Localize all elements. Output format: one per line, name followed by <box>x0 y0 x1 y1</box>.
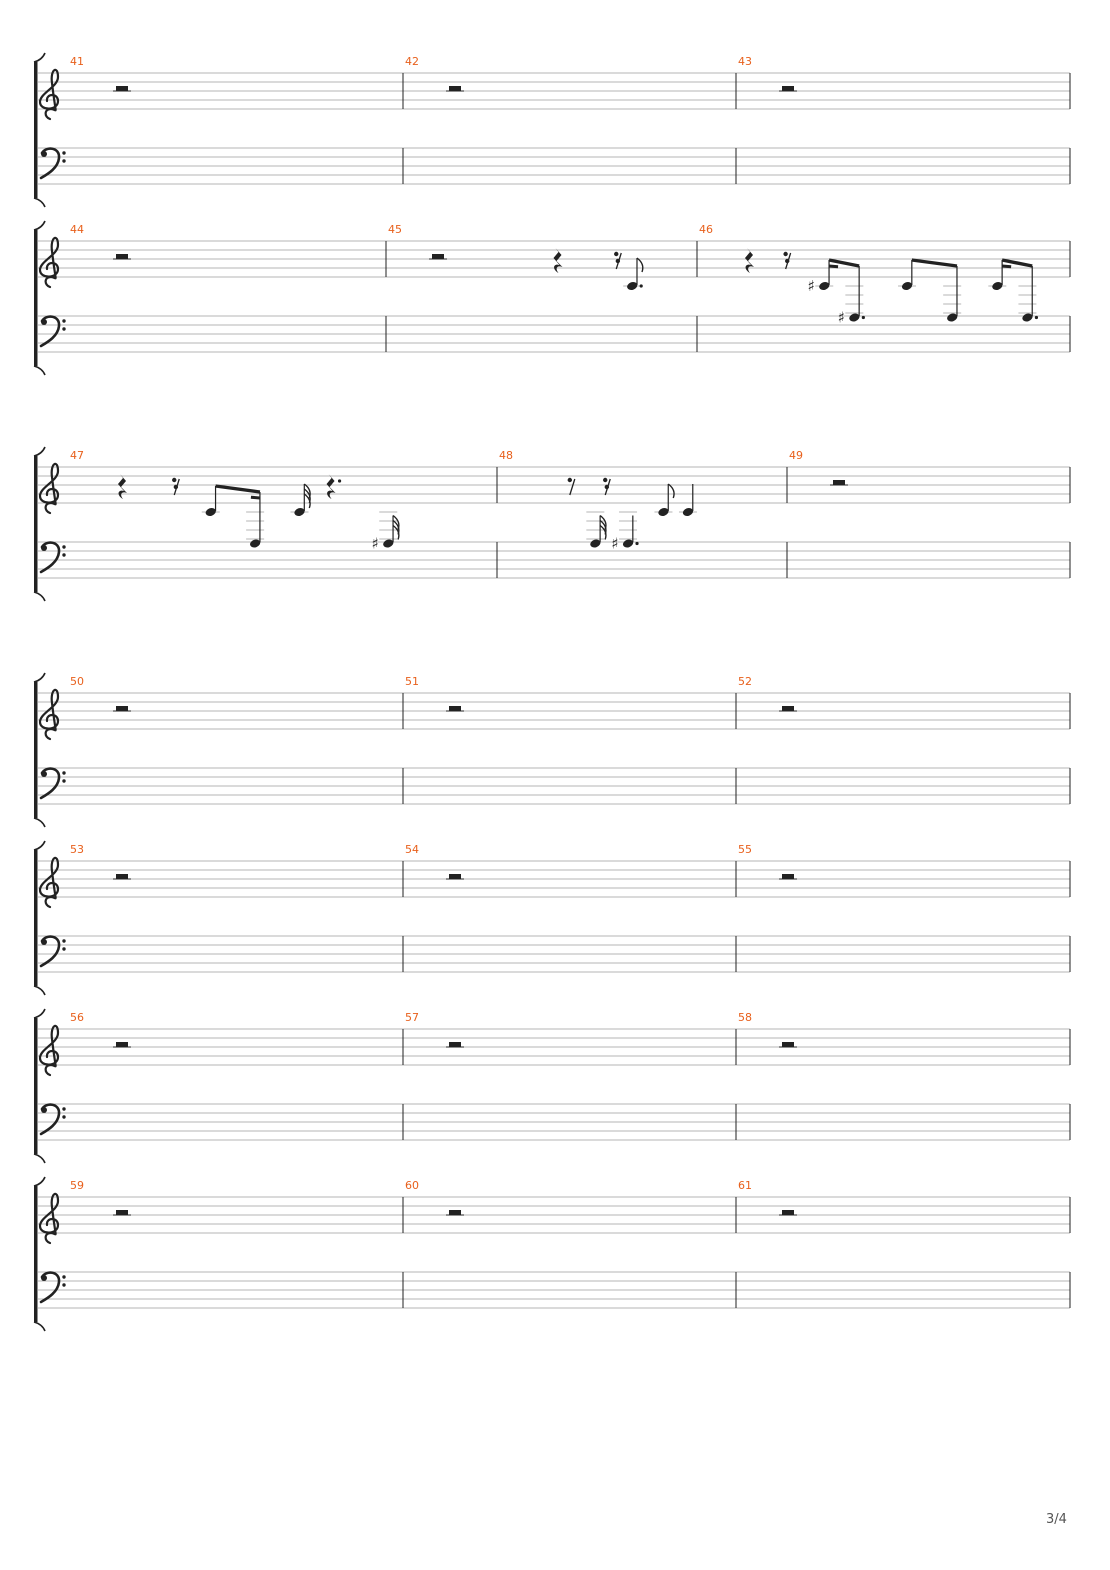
treble-clef-icon <box>40 1026 58 1075</box>
quarter-rest <box>327 474 342 499</box>
half-rest <box>779 706 797 711</box>
measure-number: 49 <box>789 449 803 462</box>
measure-number: 51 <box>405 675 419 688</box>
treble-clef-icon <box>40 70 58 119</box>
bass-staff <box>38 1104 1070 1140</box>
measure-number: 57 <box>405 1011 419 1024</box>
note-C4 <box>898 260 916 291</box>
bass-clef-icon <box>41 937 66 966</box>
half-rest <box>429 254 447 259</box>
measure-number: 42 <box>405 55 419 68</box>
bass-clef-icon <box>41 543 66 572</box>
measure-number: 59 <box>70 1179 84 1192</box>
system <box>34 673 1070 827</box>
svg-text:♯: ♯ <box>807 277 815 295</box>
half-rest <box>113 254 131 259</box>
measure-number: 47 <box>70 449 84 462</box>
16th-rest <box>172 478 179 495</box>
measure-number: 48 <box>499 449 513 462</box>
svg-text:♯: ♯ <box>611 534 619 553</box>
half-rest <box>113 1042 131 1047</box>
measure-number: 61 <box>738 1179 752 1192</box>
treble-clef-icon <box>40 1194 58 1243</box>
measure-number: 54 <box>405 843 419 856</box>
note-C4 <box>654 484 674 517</box>
note-C#3 <box>372 512 399 553</box>
measure-number: 46 <box>699 223 713 236</box>
bass-clef-icon <box>41 149 66 178</box>
quarter-rest <box>554 248 563 273</box>
16th-rest <box>603 478 610 495</box>
measure <box>499 449 697 553</box>
8th-rest <box>568 478 575 495</box>
half-rest <box>779 1210 797 1215</box>
note-C4 <box>202 486 220 517</box>
16th-rest <box>614 252 621 269</box>
half-rest <box>446 1042 464 1047</box>
half-rest <box>446 1210 464 1215</box>
half-rest <box>446 706 464 711</box>
measure-number: 56 <box>70 1011 84 1024</box>
half-rest <box>446 874 464 879</box>
half-rest <box>830 480 848 485</box>
half-rest <box>446 86 464 91</box>
bass-staff <box>38 148 1070 184</box>
bass-staff <box>38 542 1070 578</box>
svg-text:♯: ♯ <box>837 308 845 327</box>
beam-secondary <box>1002 266 1011 267</box>
note-C4 <box>623 258 643 291</box>
treble-clef-icon <box>40 690 58 739</box>
system <box>34 447 1070 601</box>
treble-staff <box>38 693 1070 729</box>
bass-clef-icon <box>41 317 66 346</box>
treble-staff <box>38 73 1070 109</box>
treble-clef-icon <box>40 464 58 513</box>
half-rest <box>779 86 797 91</box>
note-C#3 <box>838 266 865 327</box>
half-rest <box>779 874 797 879</box>
half-rest <box>113 86 131 91</box>
note-C3 <box>246 492 264 549</box>
svg-text:♯: ♯ <box>371 534 379 553</box>
beam <box>216 486 260 492</box>
half-rest <box>113 874 131 879</box>
half-rest <box>113 706 131 711</box>
bass-staff <box>38 1272 1070 1308</box>
note-C3 <box>1018 266 1038 323</box>
measure-number: 60 <box>405 1179 419 1192</box>
measure-number: 43 <box>738 55 752 68</box>
quarter-rest <box>118 474 127 499</box>
16th-rest <box>783 252 790 269</box>
treble-staff <box>38 1197 1070 1233</box>
treble-clef-icon <box>40 238 58 287</box>
note-C4 <box>679 484 697 517</box>
bass-clef-icon <box>41 1105 66 1134</box>
treble-staff <box>38 1029 1070 1065</box>
note-C3 <box>586 512 606 549</box>
treble-staff <box>38 861 1070 897</box>
note-C4 <box>291 484 311 517</box>
measure-number: 44 <box>70 223 84 236</box>
treble-clef-icon <box>40 858 58 907</box>
beam-secondary <box>829 266 838 267</box>
measure-number: 55 <box>738 843 752 856</box>
bass-staff <box>38 768 1070 804</box>
beam-secondary <box>251 497 260 498</box>
half-rest <box>113 1210 131 1215</box>
measure-number: 53 <box>70 843 84 856</box>
measure <box>70 449 399 553</box>
treble-staff <box>38 467 1070 503</box>
quarter-rest <box>745 248 754 273</box>
system <box>34 1009 1070 1163</box>
beam <box>912 260 957 266</box>
measure-number: 50 <box>70 675 84 688</box>
measure-number: 52 <box>738 675 752 688</box>
measure-number: 41 <box>70 55 84 68</box>
system <box>34 841 1070 995</box>
bass-staff <box>38 316 1070 352</box>
note-C3 <box>943 266 961 323</box>
bass-clef-icon <box>41 1273 66 1302</box>
page-number: 3/4 <box>1046 1512 1067 1527</box>
measure-number: 45 <box>388 223 402 236</box>
system <box>34 1177 1070 1331</box>
measure-number: 58 <box>738 1011 752 1024</box>
system <box>34 221 1070 375</box>
bass-clef-icon <box>41 769 66 798</box>
half-rest <box>779 1042 797 1047</box>
measure <box>388 223 643 291</box>
bass-staff <box>38 936 1070 972</box>
measure <box>699 223 1038 327</box>
note-C#3 <box>611 512 638 553</box>
system <box>34 53 1070 207</box>
